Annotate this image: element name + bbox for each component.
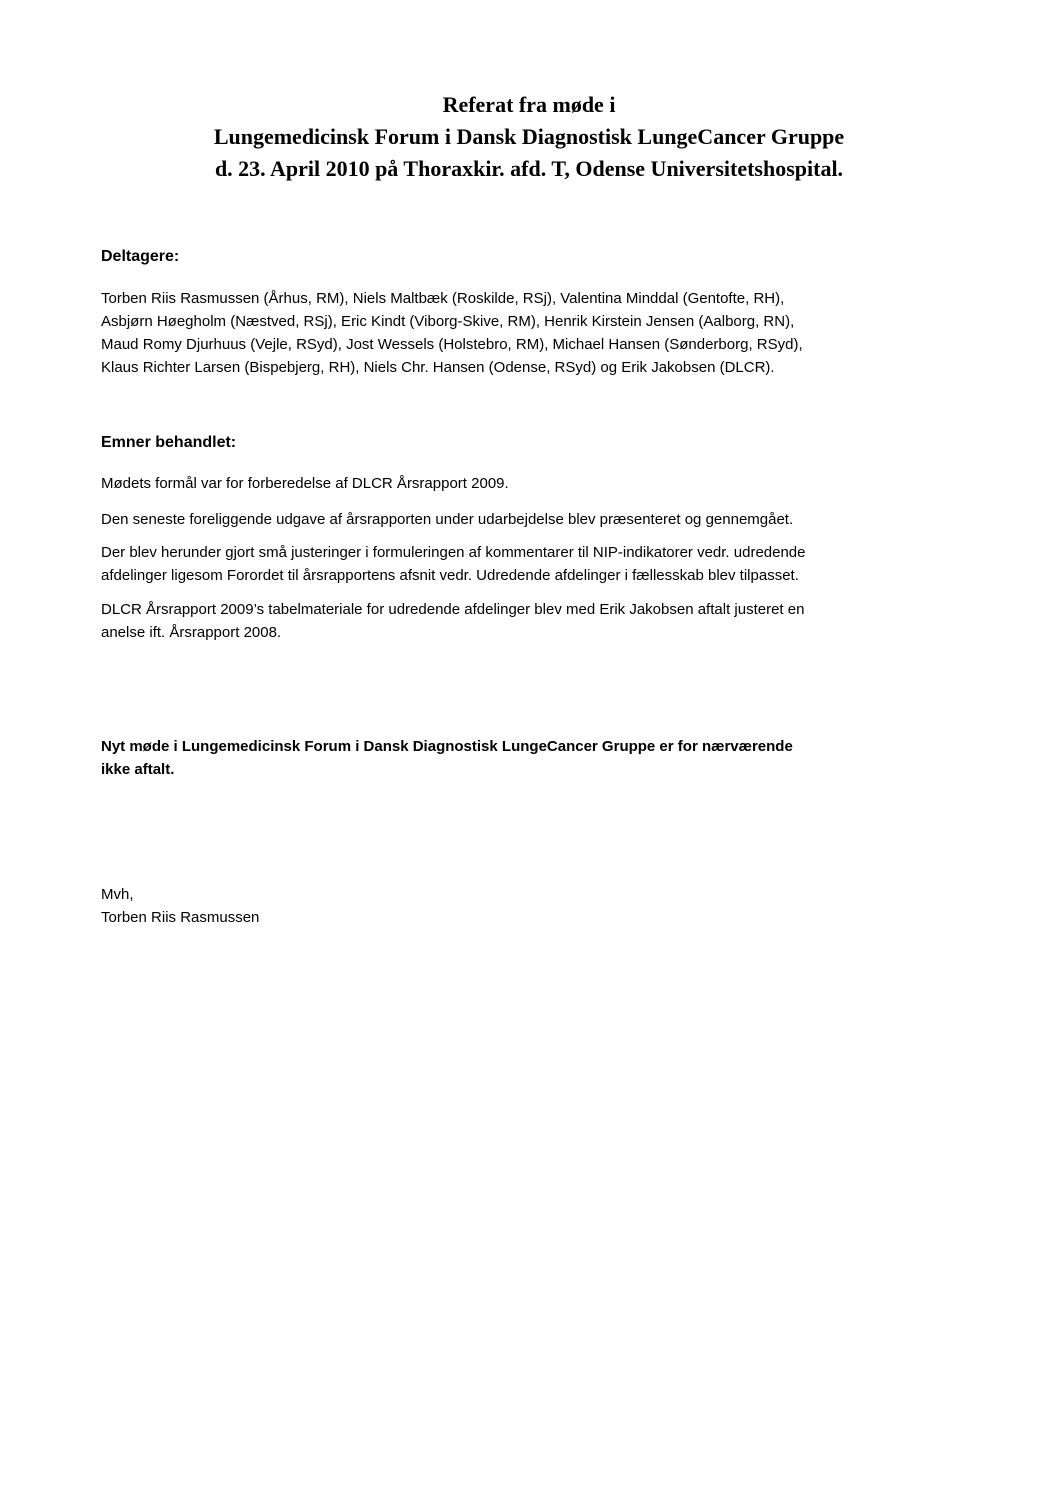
topics-line: anelse ift. Årsrapport 2008. <box>101 624 282 641</box>
participants-list <box>101 287 981 379</box>
topics-paragraph <box>101 541 981 587</box>
signature <box>101 883 981 929</box>
title-line-3: d. 23. April 2010 på Thoraxkir. afd. T, Odense Universitetshospital. <box>214 156 844 181</box>
participants-line: Asbjørn Høegholm (Næstved, RSj), Eric Kindt (Viborg-Skive, RM), Henrik Kirstein Jensen (Aalborg, RN), <box>101 313 795 330</box>
next-meeting-note <box>101 735 981 781</box>
topics-line: Den seneste foreliggende udgave af årsrapporten under udarbejdelse blev præsenteret og gennemgået. <box>101 511 794 528</box>
topics-paragraph <box>101 472 981 495</box>
topics-paragraph <box>101 508 981 531</box>
topics-heading: Emner behandlet: <box>101 434 237 451</box>
participants-line: Maud Romy Djurhuus (Vejle, RSyd), Jost Wessels (Holstebro, RM), Michael Hansen (Sønderborg, RSyd), <box>101 336 803 353</box>
document-title <box>0 89 1058 185</box>
participants-heading: Deltagere: <box>101 248 180 265</box>
topics-line: Mødets formål var for forberedelse af DLCR Årsrapport 2009. <box>101 475 509 492</box>
topics-paragraph <box>101 598 981 644</box>
participants-line: Torben Riis Rasmussen (Århus, RM), Niels Maltbæk (Roskilde, RSj), Valentina Minddal (Gentofte, RH), <box>101 290 785 307</box>
signature-greeting: Mvh, <box>101 886 134 903</box>
topics-line: afdelinger ligesom Forordet til årsrapportens afsnit vedr. Udredende afdelinger i fællesskab blev tilpasset. <box>101 567 799 584</box>
title-line-1: Referat fra møde i <box>442 92 616 117</box>
signature-name: Torben Riis Rasmussen <box>101 909 260 926</box>
participants-line: Klaus Richter Larsen (Bispebjerg, RH), Niels Chr. Hansen (Odense, RSyd) og Erik Jakobsen (DLCR). <box>101 359 775 376</box>
topics-line: Der blev herunder gjort små justeringer i formuleringen af kommentarer til NIP-indikatorer vedr. udredende <box>101 544 806 561</box>
next-meeting-line: Nyt møde i Lungemedicinsk Forum i Dansk Diagnostisk LungeCancer Gruppe er for nærværende <box>101 738 793 755</box>
title-line-2: Lungemedicinsk Forum i Dansk Diagnostisk LungeCancer Gruppe <box>213 124 845 149</box>
topics-line: DLCR Årsrapport 2009’s tabelmateriale for udredende afdelinger blev med Erik Jakobsen aftalt justeret en <box>101 601 805 618</box>
next-meeting-line: ikke aftalt. <box>101 761 175 778</box>
